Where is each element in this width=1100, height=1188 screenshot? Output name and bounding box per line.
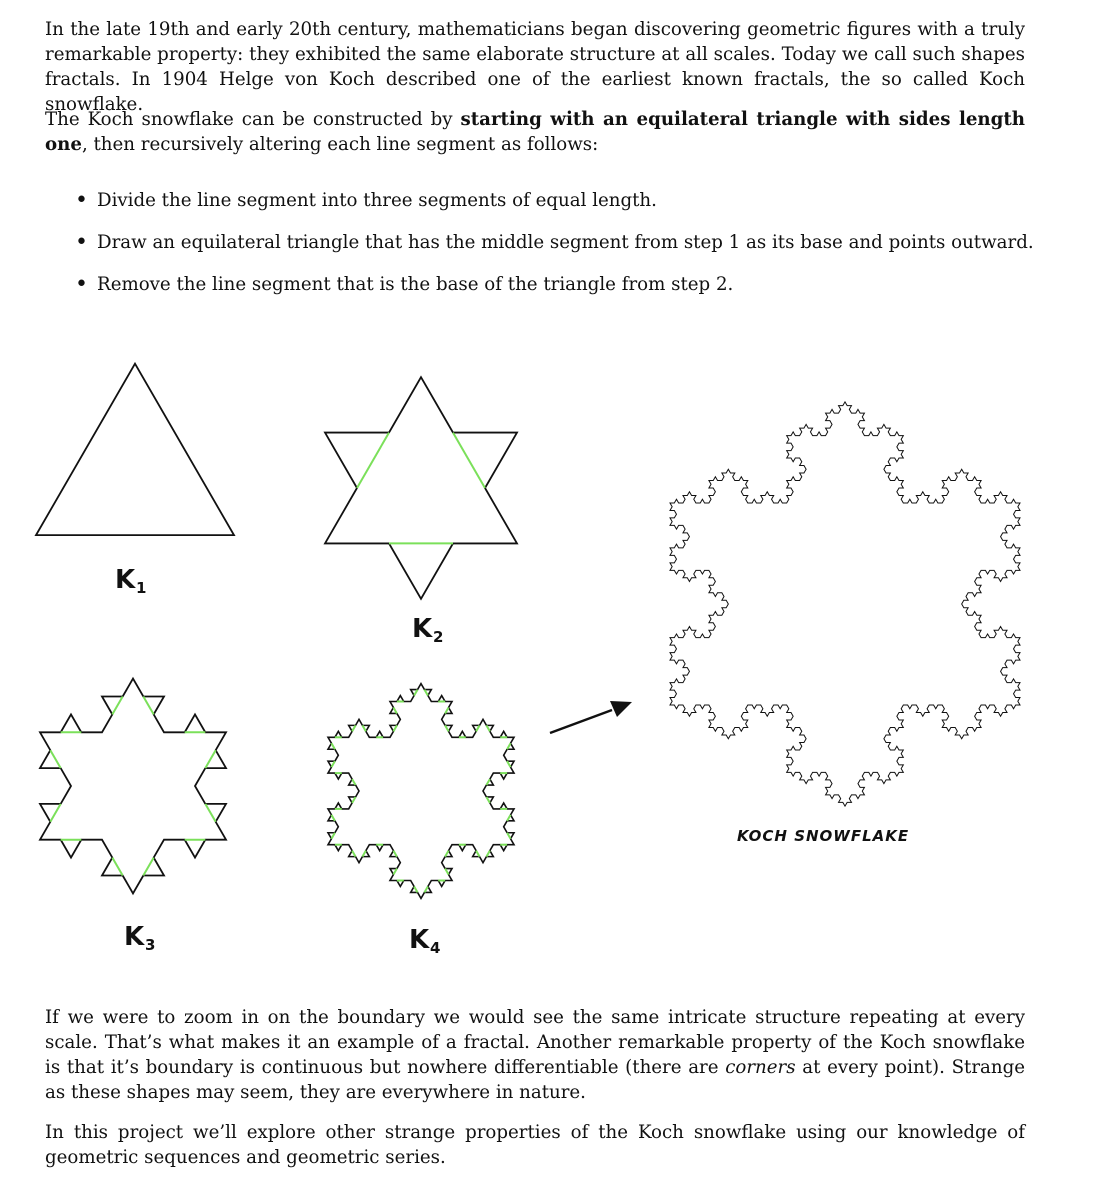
label-k1: [115, 565, 146, 597]
removed-base-segment: [445, 725, 448, 731]
removed-base-segment: [50, 750, 60, 768]
removed-base-segment: [393, 851, 396, 857]
construction-text-bold: starting with an equilateral triangle with sides length one: [45, 109, 1025, 155]
removed-base-segment: [507, 743, 510, 749]
koch-iteration-1-shape: [36, 364, 234, 535]
removed-base-segment: [507, 815, 510, 821]
svg-text:2: 2: [433, 628, 444, 646]
removed-base-segment: [393, 869, 396, 875]
label-k3: [124, 922, 155, 954]
step-item: • Draw an equilateral triangle that has the middle segment from step 1 as its base and points outward.: [75, 230, 1055, 272]
construction-text-end: , then recursively altering each line segment as follows:: [81, 134, 599, 155]
removed-base-segment: [507, 761, 510, 767]
label-k2: [412, 614, 443, 646]
removed-base-segment: [352, 851, 355, 857]
removed-base-segment: [352, 797, 355, 803]
removed-base-segment: [352, 779, 355, 785]
intro-paragraph: In the late 19th and early 20th century, mathematicians began discovering geometric figures with a truly remarkable property: they exhibited the same elaborate structure at all scales. Today we call such shapes fractals. In 1904 Helge von Koch described one of the earliest known fractals, the so called Koch snowflake.: [45, 19, 1025, 115]
svg-text:K: K: [124, 922, 145, 952]
koch-iteration-3-shape: [40, 679, 226, 894]
removed-base-segment: [331, 833, 334, 839]
removed-base-segment: [112, 697, 122, 715]
removed-base-segment: [362, 725, 365, 731]
removed-base-segment: [414, 690, 417, 696]
removed-base-segment: [476, 851, 479, 857]
removed-base-segment: [445, 707, 448, 713]
svg-text:3: 3: [145, 936, 156, 954]
koch-iteration-4-shape: [328, 684, 514, 899]
svg-text:K: K: [115, 565, 136, 595]
zoom-paragraph: [45, 1005, 1025, 1105]
removed-base-segment: [357, 433, 389, 488]
arrow-icon: [550, 701, 632, 733]
removed-base-segment: [486, 725, 489, 731]
svg-text:1: 1: [136, 579, 147, 597]
removed-base-segment: [143, 697, 153, 715]
koch-iteration-2-highlights: [357, 433, 485, 544]
removed-base-segment: [486, 851, 489, 857]
koch-snowflake-caption: KOCH SNOWFLAKE: [737, 827, 910, 845]
removed-base-segment: [424, 690, 427, 696]
removed-base-segment: [393, 725, 396, 731]
removed-base-segment: [205, 804, 215, 822]
label-k4: [409, 925, 440, 957]
zoom-text-start: If we were to zoom in on the boundary we would see the same intricate structure repeating at every scale. That’s what makes it an example of a fractal. Another remarkable property of the Koch snowflake is that it’s boundary is continuous but nowhere differentiable (there are: [45, 1007, 1025, 1078]
removed-base-segment: [362, 851, 365, 857]
removed-base-segment: [424, 886, 427, 892]
removed-base-segment: [50, 804, 60, 822]
removed-base-segment: [445, 869, 448, 875]
zoom-text-italic: corners: [725, 1057, 796, 1078]
removed-base-segment: [486, 797, 489, 803]
removed-base-segment: [112, 858, 122, 876]
removed-base-segment: [331, 815, 334, 821]
zoom-text-end: at every point). Strange as these shapes may seem, they are everywhere in nature.: [45, 1057, 1025, 1103]
removed-base-segment: [143, 858, 153, 876]
svg-text:K: K: [409, 925, 430, 955]
construction-text-start: The Koch snowflake can be constructed by: [45, 109, 461, 130]
removed-base-segment: [445, 851, 448, 857]
step-item: • Divide the line segment into three segments of equal length.: [75, 188, 1055, 230]
koch-snowflake-final-shape: [670, 402, 1020, 806]
removed-base-segment: [352, 725, 355, 731]
removed-base-segment: [205, 750, 215, 768]
svg-text:K: K: [412, 614, 433, 644]
removed-base-segment: [507, 833, 510, 839]
removed-base-segment: [331, 743, 334, 749]
project-paragraph: In this project we’ll explore other strange properties of the Koch snowflake using our knowledge of geometric sequences and geometric series.: [45, 1122, 1025, 1168]
svg-text:4: 4: [430, 939, 441, 957]
removed-base-segment: [486, 779, 489, 785]
removed-base-segment: [393, 707, 396, 713]
koch-iteration-2-shape: [325, 377, 517, 599]
step-item: • Remove the line segment that is the base of the triangle from step 2.: [75, 272, 1055, 314]
removed-base-segment: [331, 761, 334, 767]
removed-base-segment: [476, 725, 479, 731]
removed-base-segment: [414, 886, 417, 892]
removed-base-segment: [453, 433, 485, 488]
